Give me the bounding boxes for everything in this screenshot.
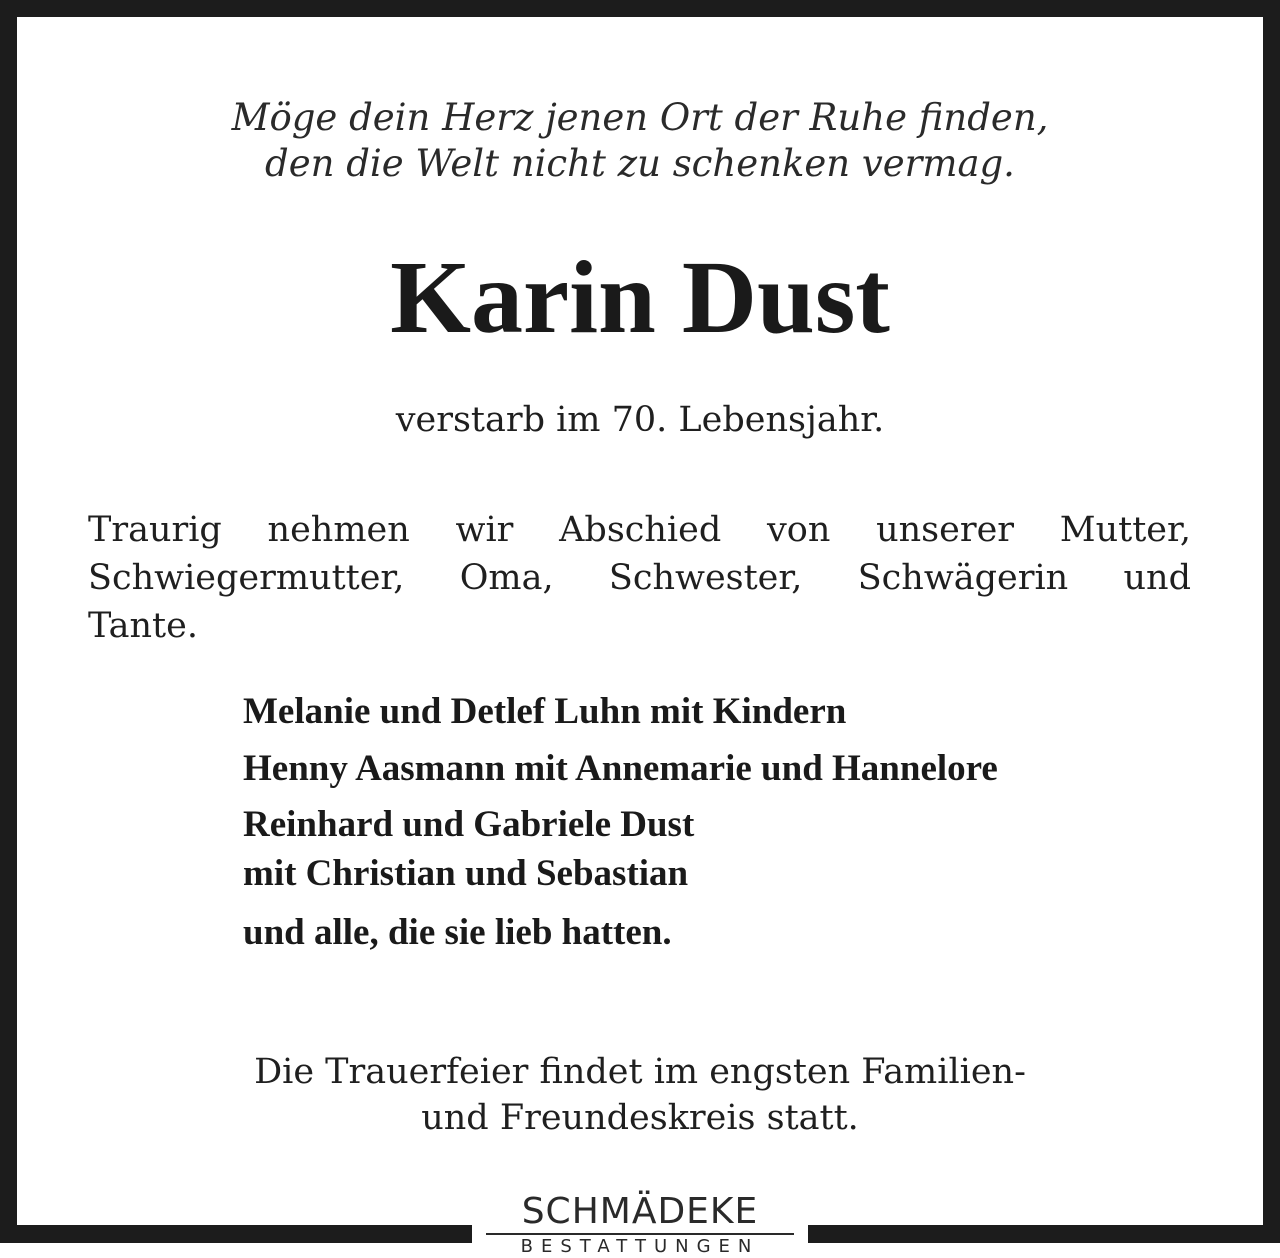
border-bottom-left bbox=[0, 1225, 472, 1243]
border-top bbox=[0, 0, 1280, 17]
motto-quote bbox=[0, 95, 1280, 187]
deceased-name: Karin Dust bbox=[390, 240, 890, 355]
motto-line-2: den die Welt nicht zu schenken vermag. bbox=[265, 142, 1015, 185]
farewell-line-2: Schwiegermutter, Oma, Schwester, Schwägerin und bbox=[88, 558, 1191, 598]
mourner-line: Melanie und Detlef Luhn mit Kindern bbox=[243, 691, 847, 732]
farewell-line-3: Tante. bbox=[88, 606, 198, 646]
logo-name: SCHMÄDEKE bbox=[521, 1191, 759, 1232]
ceremony-notice bbox=[0, 1049, 1280, 1141]
mourner-line: mit Christian und Sebastian bbox=[243, 853, 689, 894]
farewell-line-1: Traurig nehmen wir Abschied von unserer Mutter, bbox=[88, 510, 1191, 550]
logo-subtitle: BESTATTUNGEN bbox=[520, 1236, 760, 1257]
mourner-line: Reinhard und Gabriele Dust bbox=[243, 804, 695, 845]
funeral-home-logo bbox=[472, 1188, 808, 1257]
age-statement: verstarb im 70. Lebensjahr. bbox=[395, 400, 885, 440]
border-bottom-right bbox=[808, 1225, 1280, 1243]
logo-divider bbox=[486, 1233, 794, 1235]
mourner-line: und alle, die sie lieb hatten. bbox=[243, 912, 672, 953]
mourner-line: Henny Aasmann mit Annemarie und Hannelore bbox=[243, 748, 998, 789]
ceremony-line-1: Die Trauerfeier findet im engsten Familien- bbox=[254, 1052, 1026, 1092]
ceremony-line-2: und Freundeskreis statt. bbox=[421, 1098, 859, 1138]
farewell-paragraph bbox=[88, 506, 1191, 650]
motto-line-1: Möge dein Herz jenen Ort der Ruhe finden, bbox=[231, 96, 1049, 139]
